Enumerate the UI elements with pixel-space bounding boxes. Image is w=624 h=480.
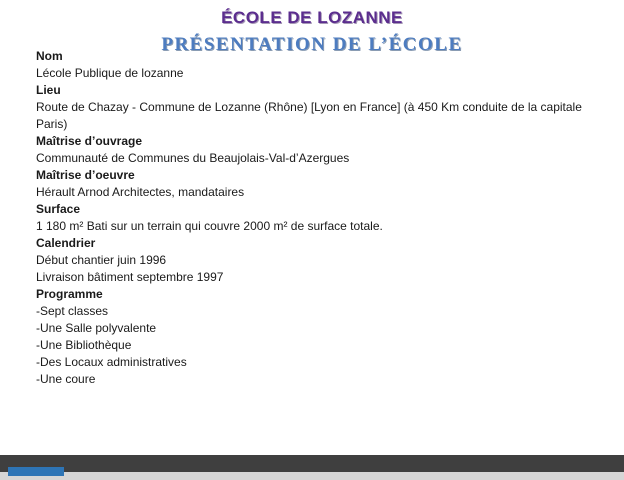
section-maitrise-ouvrage-label: Maîtrise d’ouvrage bbox=[36, 134, 143, 148]
section-calendrier-label: Calendrier bbox=[36, 236, 96, 250]
slide-title: ÉCOLE DE LOZANNE bbox=[221, 8, 403, 27]
section-programme-item-4: -Des Locaux administratives bbox=[36, 355, 187, 369]
section-maitrise-oeuvre-label: Maîtrise d’oeuvre bbox=[36, 168, 135, 182]
section-maitrise-ouvrage-text: Communauté de Communes du Beaujolais-Val-d’Azergues bbox=[36, 151, 350, 165]
section-programme-item-1: -Sept classes bbox=[36, 304, 109, 318]
section-maitrise-oeuvre-text: Hérault Arnod Architectes, mandataires bbox=[36, 185, 245, 199]
section-surface-text: 1 180 m² Bati sur un terrain qui couvre 2000 m² de surface totale. bbox=[36, 219, 383, 233]
section-programme-item-2: -Une Salle polyvalente bbox=[36, 321, 157, 335]
section-lieu-label: Lieu bbox=[36, 83, 61, 97]
section-nom-label: Nom bbox=[36, 49, 63, 63]
slide-body bbox=[36, 48, 592, 388]
section-nom-text: Lécole Publique de lozanne bbox=[36, 66, 184, 80]
section-lieu-text: Route de Chazay - Commune de Lozanne (Rhône) [Lyon en France] (à 450 Km conduite de la capitale Paris) bbox=[36, 100, 582, 131]
section-calendrier-line-1: Début chantier juin 1996 bbox=[36, 253, 167, 267]
slide-subtitle: PRÉSENTATION DE L’ÉCOLE bbox=[161, 34, 463, 55]
section-surface-label: Surface bbox=[36, 202, 81, 216]
section-programme-item-3: -Une Bibliothèque bbox=[36, 338, 132, 352]
section-programme-label: Programme bbox=[36, 287, 103, 301]
footer-strip bbox=[0, 472, 624, 480]
footer-accent-bar bbox=[8, 467, 64, 476]
footer-bar bbox=[0, 455, 624, 472]
section-calendrier-line-2: Livraison bâtiment septembre 1997 bbox=[36, 270, 224, 284]
section-programme-item-5: -Une coure bbox=[36, 372, 96, 386]
